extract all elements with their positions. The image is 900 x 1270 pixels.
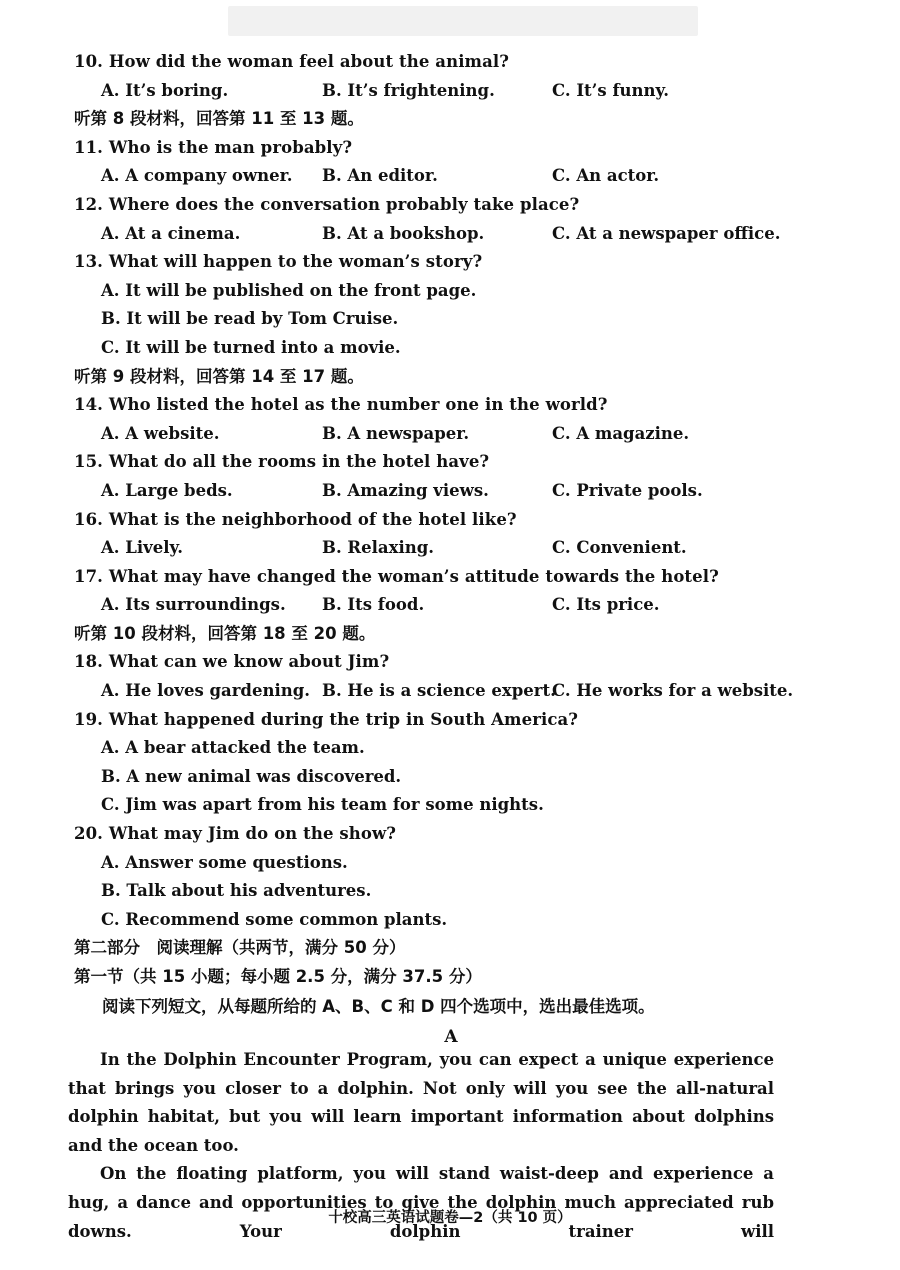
option-a: A. A company owner. — [101, 166, 293, 186]
question-11: 11. Who is the man probably? — [74, 137, 353, 157]
section-9-heading: 听第 9 段材料，回答第 14 至 17 题。 — [74, 366, 364, 386]
questions-area — [74, 48, 834, 1052]
passage-letter: A — [444, 1026, 458, 1047]
option-c: C. An actor. — [552, 166, 660, 186]
question-20: 20. What may Jim do on the show? — [74, 824, 397, 844]
section-10-heading: 听第 10 段材料，回答第 18 至 20 题。 — [74, 623, 376, 643]
option-b: B. It’s frightening. — [322, 80, 495, 100]
option-b: B. At a bookshop. — [322, 223, 485, 243]
part-2-heading: 第二部分 阅读理解（共两节，满分 50 分） — [74, 938, 406, 958]
option-a: A. It’s boring. — [101, 80, 229, 100]
option-b: B. He is a science expert. — [322, 681, 556, 701]
option-c: C. Jim was apart from his team for some nights. — [101, 795, 544, 815]
question-12: 12. Where does the conversation probably take place? — [74, 194, 580, 214]
option-a: A. At a cinema. — [101, 223, 241, 243]
option-c: C. At a newspaper office. — [552, 223, 781, 243]
option-b: B. An editor. — [322, 166, 438, 186]
options-12 — [74, 220, 834, 249]
question-17: 17. What may have changed the woman’s attitude towards the hotel? — [74, 566, 719, 586]
option-b: B. Talk about his adventures. — [101, 881, 372, 901]
options-10 — [74, 77, 834, 106]
section-8-heading: 听第 8 段材料，回答第 11 至 13 题。 — [74, 109, 364, 129]
option-c: C. Recommend some common plants. — [101, 909, 448, 929]
question-19: 19. What happened during the trip in South America? — [74, 709, 579, 729]
options-11 — [74, 162, 834, 191]
option-b: B. Its food. — [322, 595, 425, 615]
question-13: 13. What will happen to the woman’s story? — [74, 252, 483, 272]
options-17 — [74, 591, 834, 620]
reading-instruction: 阅读下列短文，从每题所给的 A、B、C 和 D 四个选项中，选出最佳选项。 — [102, 996, 655, 1016]
option-a: A. It will be published on the front page. — [101, 280, 477, 300]
passage-paragraph: In the Dolphin Encounter Program, you can expect a unique experience that brings you closer to a dolphin. Not only will you see the all-natural dolphin habitat, but you will learn important information about dolphins and the ocean too. — [68, 1050, 774, 1155]
option-a: A. Lively. — [101, 538, 183, 558]
option-c: C. He works for a website. — [552, 681, 794, 701]
options-18 — [74, 677, 834, 706]
question-18: 18. What can we know about Jim? — [74, 652, 390, 672]
question-14: 14. Who listed the hotel as the number one in the world? — [74, 395, 608, 415]
option-c: C. Its price. — [552, 595, 660, 615]
question-15: 15. What do all the rooms in the hotel have? — [74, 452, 490, 472]
section-1-heading: 第一节（共 15 小题；每小题 2.5 分，满分 37.5 分） — [74, 967, 482, 986]
option-c: C. Private pools. — [552, 480, 703, 500]
options-16 — [74, 534, 834, 563]
option-c: C. Convenient. — [552, 538, 687, 558]
option-b: B. Amazing views. — [322, 480, 489, 500]
option-a: A. A website. — [101, 423, 220, 443]
question-10: 10. How did the woman feel about the animal? — [74, 52, 510, 71]
options-14 — [74, 420, 834, 449]
options-15 — [74, 477, 834, 506]
option-a: A. He loves gardening. — [101, 681, 311, 701]
option-c: C. It’s funny. — [552, 80, 669, 100]
option-c: C. It will be turned into a movie. — [101, 337, 401, 357]
page-footer: 十校高三英语试题卷—2（共 10 页） — [328, 1210, 572, 1226]
option-b: B. It will be read by Tom Cruise. — [101, 309, 399, 329]
option-a: A. Its surroundings. — [101, 595, 286, 615]
option-a: A. Large beds. — [101, 480, 233, 500]
option-a: A. Answer some questions. — [101, 852, 348, 872]
passage-paragraph: On the floating platform, you will stand waist-deep and experience a hug, a dance and opportunities to give the dolphin much appreciated rub downs. Your dolphin trainer will — [68, 1164, 774, 1241]
question-16: 16. What is the neighborhood of the hotel like? — [74, 509, 517, 529]
option-b: B. Relaxing. — [322, 538, 434, 558]
option-b: B. A new animal was discovered. — [101, 766, 402, 786]
option-a: A. A bear attacked the team. — [101, 738, 365, 758]
option-b: B. A newspaper. — [322, 423, 470, 443]
scan-header-strip — [228, 6, 698, 36]
option-c: C. A magazine. — [552, 423, 690, 443]
